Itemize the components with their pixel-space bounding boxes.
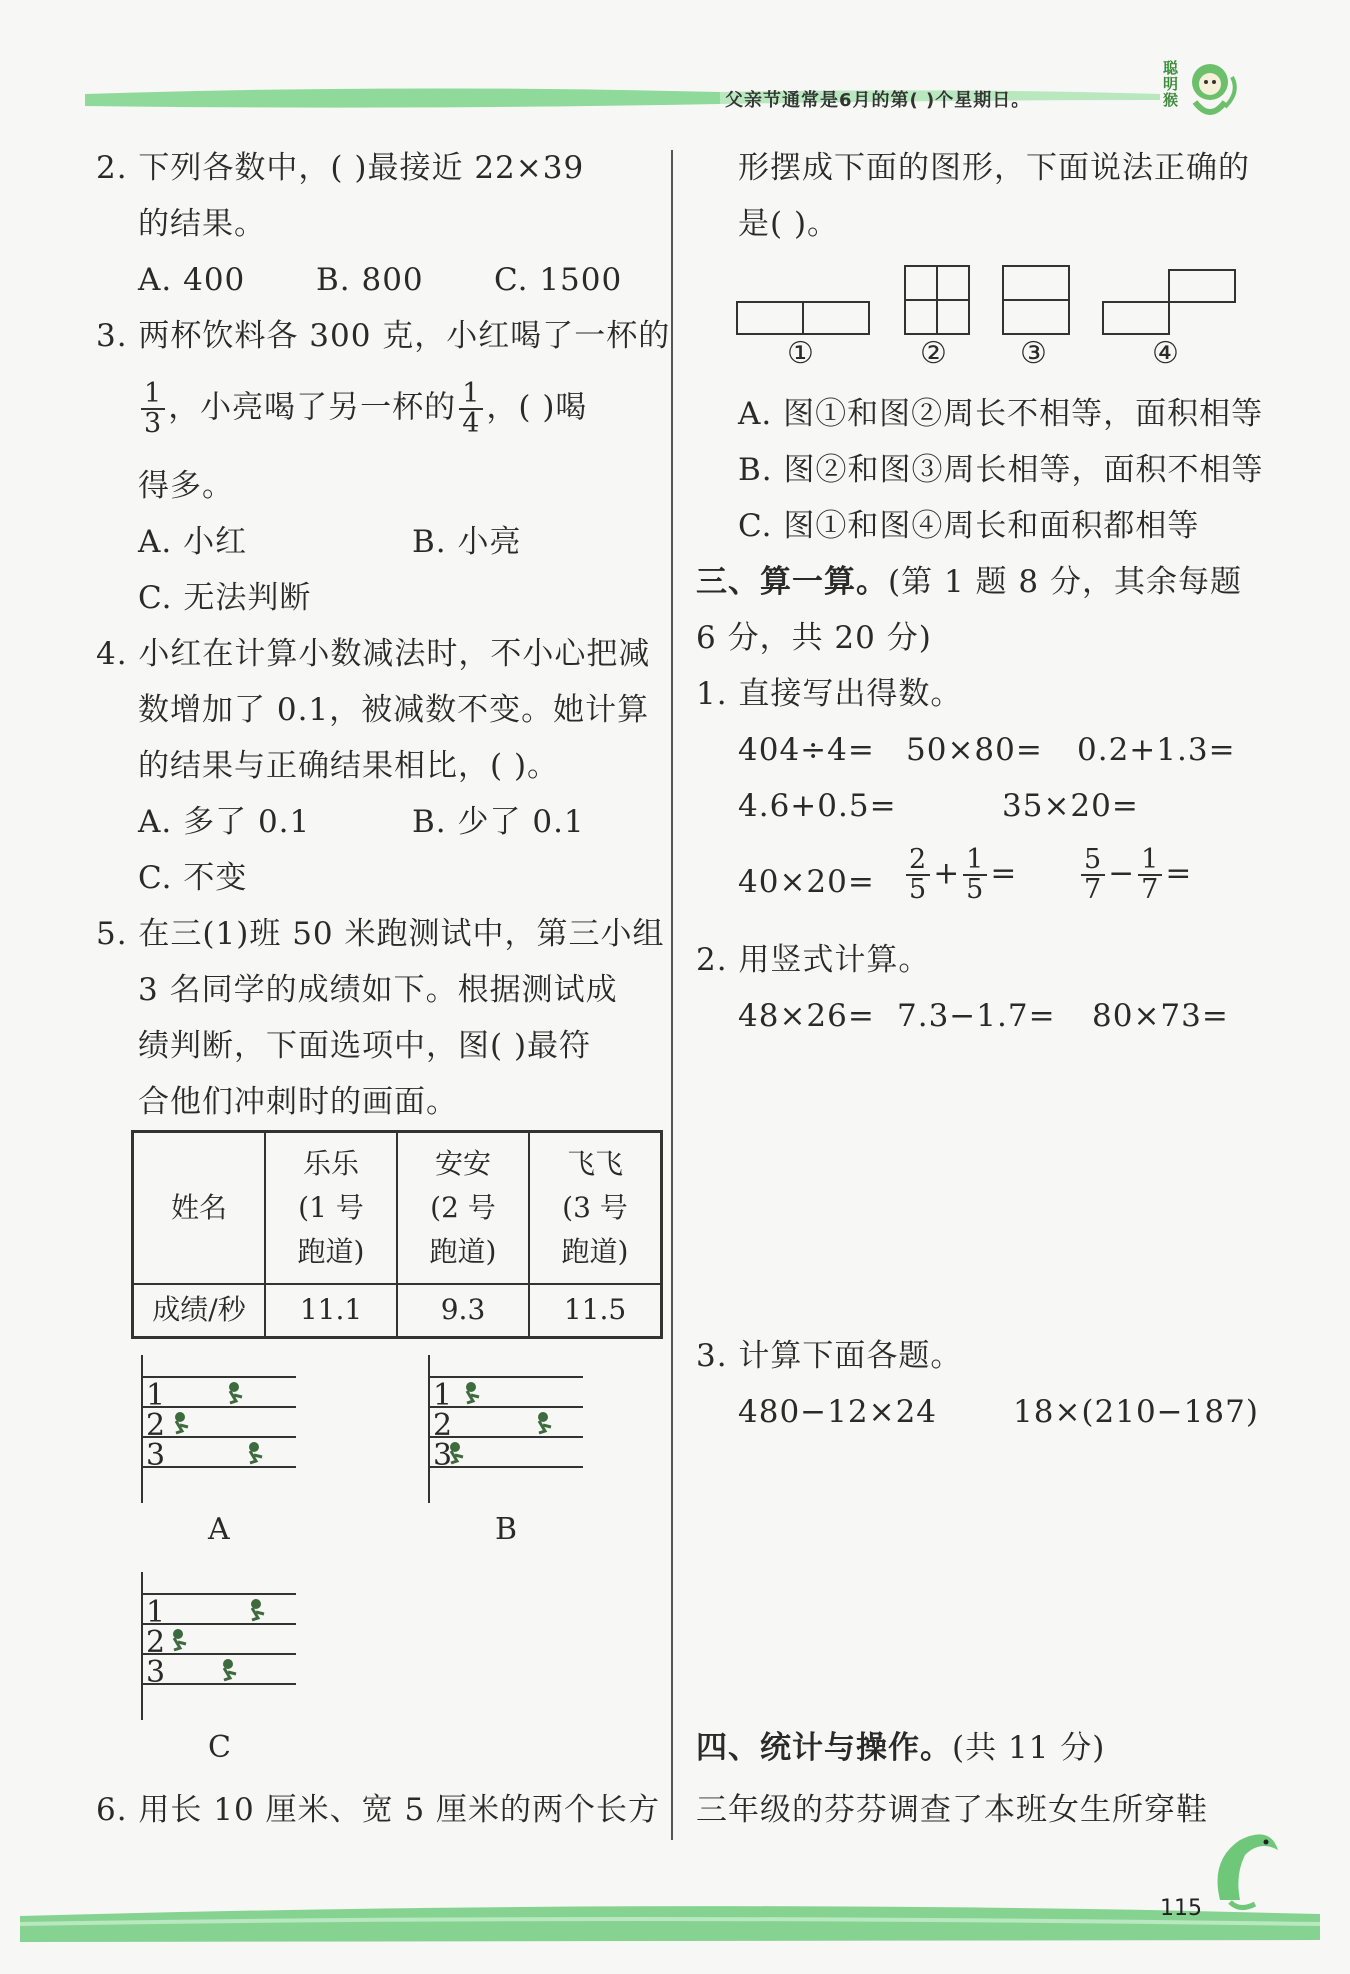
table-header-name: 姓名 [133, 1132, 266, 1284]
track-a-lane3: 3 [146, 1438, 166, 1473]
q3-line1: 3. 两杯饮料各 300 克，小红喝了一杯的 [96, 318, 671, 354]
column-divider [671, 150, 673, 1840]
calc2-expr1: 48×26= [738, 998, 875, 1034]
track-a-lane2: 2 [146, 1408, 166, 1443]
q6-cont-line2: 是( )。 [738, 206, 840, 242]
q3-option-a: A. 小红 [138, 524, 248, 560]
calc2-title: 2. 用竖式计算。 [696, 942, 931, 978]
table-cell-anan: 安安 (2 号 跑道) [397, 1132, 529, 1284]
header-tip: 父亲节通常是6月的第( )个星期日。 [725, 90, 1031, 111]
calc1-expr8: $\frac{5}{7}$ − $\frac{1}{7}$ = [1078, 846, 1192, 904]
figure-label-2: ② [920, 336, 947, 371]
dolphin-icon [1200, 1820, 1290, 1920]
runner-icon [223, 1659, 236, 1680]
runner-icon [229, 1382, 242, 1403]
q6-option-c: C. 图①和图④周长和面积都相等 [738, 508, 1200, 544]
table-row-label: 成绩/秒 [133, 1284, 266, 1338]
page-number: 115 [1160, 1896, 1202, 1921]
calc1-expr2: 50×80= [906, 732, 1043, 768]
runner-icon [175, 1412, 188, 1433]
section3-note: 6 分，共 20 分) [696, 620, 932, 656]
runner-icon [173, 1629, 186, 1650]
track-b-lane2: 2 [433, 1408, 453, 1443]
q5-line3: 绩判断，下面选项中，图( )最符 [138, 1028, 592, 1064]
q2-option-b: B. 800 [316, 262, 424, 298]
calc1-expr6: 40×20= [738, 864, 875, 900]
track-c-lane1: 1 [146, 1595, 166, 1630]
top-band [0, 80, 1350, 120]
q2-option-a: A. 400 [138, 262, 246, 298]
bottom-band [0, 1880, 1350, 1950]
runner-icon [249, 1442, 262, 1463]
q4-option-a: A. 多了 0.1 [138, 804, 311, 840]
figure-label-3: ③ [1020, 336, 1047, 371]
q5-line1: 5. 在三(1)班 50 米跑测试中，第三小组 [96, 916, 665, 952]
table-score-feifei: 11.5 [529, 1284, 662, 1338]
mascot-label: 聪明猴 [1163, 59, 1179, 109]
q3-line2: $\frac{1}{3}$ ，小亮喝了另一杯的 $\frac{1}{4}$ ，( )喝 [138, 380, 587, 438]
q6-line1: 6. 用长 10 厘米、宽 5 厘米的两个长方 [96, 1792, 661, 1828]
track-label-c: C [208, 1730, 231, 1765]
q5-line4: 合他们冲刺时的画面。 [138, 1084, 458, 1120]
runner-icon [538, 1412, 551, 1433]
q4-line3: 的结果与正确结果相比，( )。 [138, 748, 560, 784]
track-c-lane2: 2 [146, 1625, 166, 1660]
figure-label-1: ① [787, 336, 814, 371]
fraction-one-fourth: $\frac{1}{4}$ [459, 380, 483, 438]
track-b-lane1: 1 [433, 1378, 453, 1413]
q4-option-c: C. 不变 [138, 860, 248, 896]
q6-option-b: B. 图②和图③周长相等，面积不相等 [738, 452, 1264, 488]
calc3-expr2: 18×(210−187) [1013, 1394, 1259, 1430]
calc2-expr3: 80×73= [1092, 998, 1229, 1034]
calc1-expr5: 35×20= [1002, 788, 1139, 824]
track-label-b: B [495, 1512, 518, 1547]
track-b-lane3: 3 [433, 1438, 453, 1473]
figure-label-4: ④ [1152, 336, 1179, 371]
runner-icon [251, 1599, 264, 1620]
section4-line1: 三年级的芬芬调查了本班女生所穿鞋 [696, 1792, 1208, 1828]
calc1-title: 1. 直接写出得数。 [696, 676, 963, 712]
calc3-expr1: 480−12×24 [738, 1394, 938, 1430]
track-a-lane1: 1 [146, 1378, 166, 1413]
q4-line2: 数增加了 0.1，被减数不变。她计算 [138, 692, 650, 728]
q2-line2: 的结果。 [138, 206, 266, 242]
q3-option-b: B. 小亮 [412, 524, 522, 560]
calc3-title: 3. 计算下面各题。 [696, 1338, 963, 1374]
q6-cont-line1: 形摆成下面的图形，下面说法正确的 [738, 150, 1250, 186]
section3-heading: 三、算一算。(第 1 题 8 分，其余每题 [696, 564, 1242, 600]
calc1-expr1: 404÷4= [738, 732, 875, 768]
fraction-one-third: $\frac{1}{3}$ [141, 380, 165, 438]
table-score-lele: 11.1 [265, 1284, 397, 1338]
q3-line3: 得多。 [138, 468, 234, 504]
q2-option-c: C. 1500 [494, 262, 623, 298]
table-cell-feifei: 飞飞 (3 号 跑道) [529, 1132, 662, 1284]
results-table [131, 1130, 663, 1339]
track-label-a: A [208, 1512, 230, 1547]
calc1-expr3: 0.2+1.3= [1077, 732, 1236, 768]
calc1-expr7: $\frac{2}{5}$ + $\frac{1}{5}$ = [903, 846, 1017, 904]
table-cell-lele: 乐乐 (1 号 跑道) [265, 1132, 397, 1284]
track-c-lane3: 3 [146, 1655, 166, 1690]
q6-option-a: A. 图①和图②周长不相等，面积相等 [738, 396, 1264, 432]
table-score-anan: 9.3 [397, 1284, 529, 1338]
q5-line2: 3 名同学的成绩如下。根据测试成 [138, 972, 618, 1008]
q3-option-c: C. 无法判断 [138, 580, 312, 616]
section4-heading: 四、统计与操作。(共 11 分) [696, 1730, 1106, 1766]
q4-line1: 4. 小红在计算小数减法时，不小心把减 [96, 636, 651, 672]
q2-line1: 2. 下列各数中，( )最接近 22×39 [96, 150, 585, 186]
calc1-expr4: 4.6+0.5= [738, 788, 897, 824]
runner-icon [466, 1382, 479, 1403]
calc2-expr2: 7.3−1.7= [897, 998, 1056, 1034]
q4-option-b: B. 少了 0.1 [412, 804, 585, 840]
